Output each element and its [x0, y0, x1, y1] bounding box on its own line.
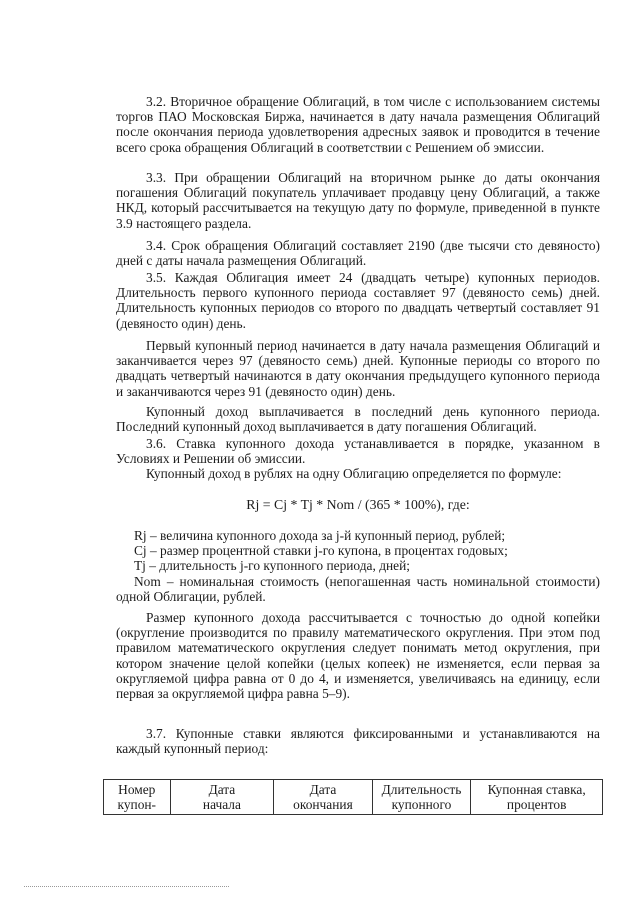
col-header-duration-line2: купонного	[391, 797, 452, 812]
formula-definitions	[116, 528, 600, 604]
paragraph-3-2: 3.2. Вторичное обращение Облигаций, в том числе с использованием системы торгов ПАО Московская Биржа, начинается в дату начала размещения Облигаций после окончания периода удовлетворения адресных заявок и проводится в течение всего срока обращения Облигаций в соответствии с Решением об эмиссии.	[116, 94, 600, 155]
coupon-formula: Rj = Cj * Tj * Nom / (365 * 100%), где:	[246, 497, 470, 512]
paragraph-first-period: Первый купонный период начинается в дату начала размещения Облигаций и заканчивается через 97 (девяносто семь) дней. Купонные периоды со второго по двадцать четвертый начинаются в дату окончания предыдущего купонного периода и заканчиваются через 91 (девяносто один) день.	[116, 338, 600, 399]
col-header-start-date-line2: начала	[202, 797, 241, 812]
definition-cj: Cj – размер процентной ставки j-го купона, в процентах годовых;	[134, 543, 508, 559]
paragraph-3-6: 3.6. Ставка купонного дохода устанавливается в порядке, указанном в Условиях и Решении об эмиссии.	[116, 436, 600, 467]
footer-dotted-line	[24, 886, 229, 888]
col-header-number	[104, 780, 171, 815]
col-header-end-date	[274, 780, 372, 815]
col-header-duration	[372, 780, 471, 815]
coupon-table-header-row	[104, 780, 603, 815]
col-header-number-line2: купон-	[117, 797, 157, 812]
col-header-coupon-rate-line1: Купонная ставка,	[487, 782, 586, 797]
col-header-number-line1: Номер	[118, 782, 156, 797]
paragraph-3-4: 3.4. Срок обращения Облигаций составляет 2190 (две тысячи сто девяносто) дней с даты начала размещения Облигаций.	[116, 238, 600, 269]
coupon-table	[103, 779, 603, 815]
paragraph-3-5: 3.5. Каждая Облигация имеет 24 (двадцать четыре) купонных периодов. Длительность первого купонного периода составляет 97 (девяносто семь) дней. Длительность купонных периодов со второго по двадцать четвертый составляет 91 (девяносто один) день.	[116, 270, 600, 331]
paragraph-3-7: 3.7. Купонные ставки являются фиксированными и устанавливаются на каждый купонный период:	[116, 726, 600, 757]
col-header-start-date	[170, 780, 274, 815]
definition-rj: Rj – величина купонного дохода за j-й купонный период, рублей;	[134, 528, 506, 543]
col-header-duration-line1: Длительность	[381, 782, 462, 797]
paragraph-rounding: Размер купонного дохода рассчитывается с точностью до одной копейки (округление производится по правилу математического округления. При этом под правилом математического округления следует понимать метод округления, при котором значение целой копейки (целых копеек) не изменяется, если первая за округляемой цифра равна от 0 до 4, и изменяется, увеличиваясь на единицу, если первая за округляемой цифра равна 5–9).	[116, 610, 600, 702]
col-header-end-date-line1: Дата	[309, 782, 337, 797]
col-header-end-date-line2: окончания	[293, 797, 353, 812]
definition-tj: Tj – длительность j-го купонного периода, дней;	[134, 558, 411, 574]
paragraph-formula-intro: Купонный доход в рублях на одну Облигацию определяется по формуле:	[146, 466, 562, 481]
col-header-start-date-line1: Дата	[208, 782, 236, 797]
paragraph-income-paid: Купонный доход выплачивается в последний день купонного периода. Последний купонный доход выплачивается в дату погашения Облигаций.	[116, 404, 600, 435]
paragraph-3-3: 3.3. При обращении Облигаций на вторичном рынке до даты окончания погашения Облигаций покупатель уплачивает продавцу цену Облигаций, а также НКД, который рассчитывается на текущую дату по формуле, приведенной в пункте 3.9 настоящего раздела.	[116, 170, 600, 231]
col-header-coupon-rate-line2: процентов	[506, 797, 567, 812]
col-header-coupon-rate	[471, 780, 603, 815]
definition-nom: Nom – номинальная стоимость (непогашенная часть номинальной стоимости) одной Облигации, рублей.	[116, 573, 600, 604]
